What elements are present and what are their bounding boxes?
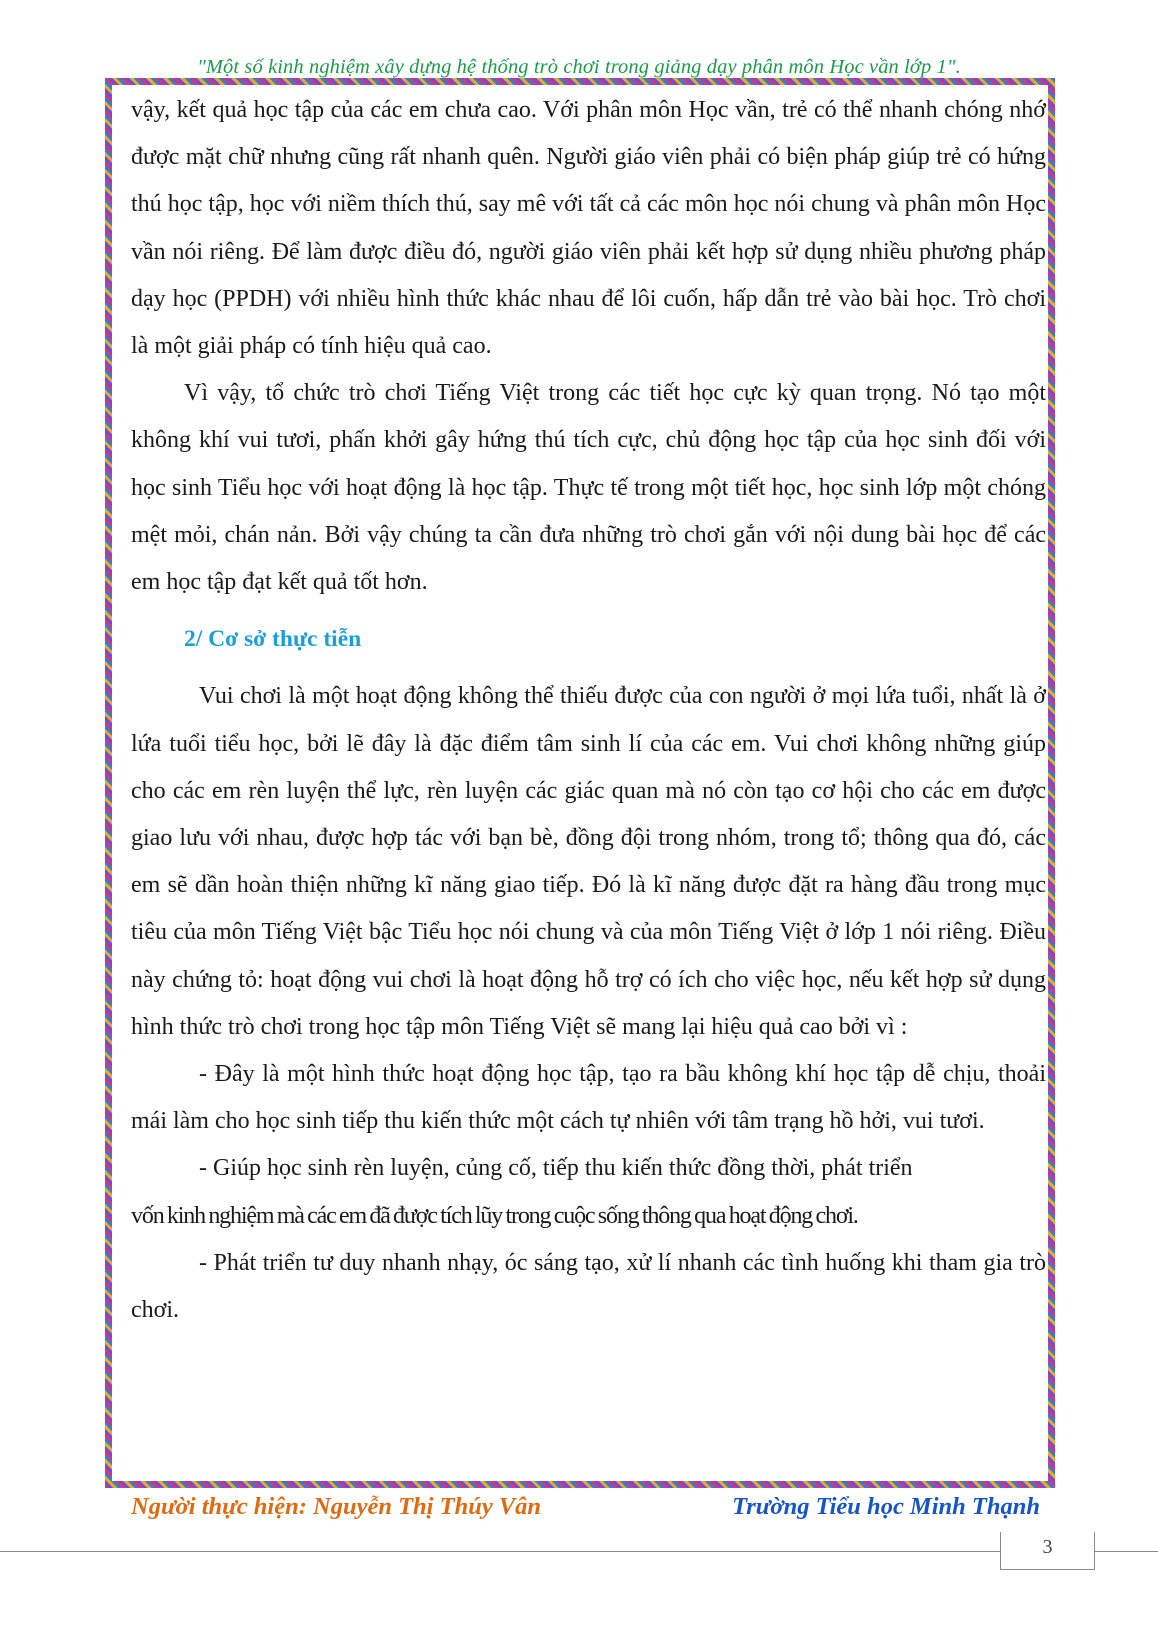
footer-school: Trường Tiểu học Minh Thạnh: [732, 1493, 1040, 1520]
document-body: [131, 87, 1046, 1334]
bullet-quick-thinking: - Phát triển tư duy nhanh nhạy, óc sáng tạo, xử lí nhanh các tình huống khi tham gia trò chơi.: [131, 1249, 1046, 1324]
bullet-skill-practice-continuation: vốn kinh nghiệm mà các em đã được tích lũy trong cuộc sống thông qua hoạt động chơi.: [131, 1202, 858, 1229]
bullet-learning-atmosphere: - Đây là một hình thức hoạt động học tập, tạo ra bầu không khí học tập dễ chịu, thoải mái làm cho học sinh tiếp thu kiến thức một cách tự nhiên với tâm trạng hồ hởi, vui tươi.: [131, 1061, 1046, 1135]
document-header-title: "Một số kinh nghiệm xây dựng hệ thống trò chơi trong giảng dạy phân môn Học vần lớp 1".: [197, 56, 961, 78]
footer-divider: [0, 1551, 1158, 1552]
page-number: 3: [1042, 1536, 1053, 1558]
section-heading-practical-basis: 2/ Cơ sở thực tiễn: [184, 626, 362, 653]
paragraph-importance-of-games: Vì vậy, tổ chức trò chơi Tiếng Việt trong các tiết học cực kỳ quan trọng. Nó tạo một không khí vui tươi, phấn khởi gây hứng thú tích cực, chủ động học tập của học sinh đối với học sinh Tiểu học với hoạt động là học tập. Thực tế trong một tiết học, học sinh lớp một chóng mệt mỏi, chán nản. Bởi vậy chúng ta cần đưa những trò chơi gắn với nội dung bài học để các em học tập đạt kết quả tốt hơn.: [131, 380, 1046, 596]
paragraph-play-activity: Vui chơi là một hoạt động không thể thiếu được của con người ở mọi lứa tuổi, nhất là ở lứa tuổi tiểu học, bởi lẽ đây là đặc điểm tâm sinh lí của các em. Vui chơi không những giúp cho các em rèn luyện thể lực, rèn luyện các giác quan mà nó còn tạo cơ hội cho các em được giao lưu với nhau, được hợp tác với bạn bè, đồng đội trong nhóm, trong tổ; thông qua đó, các em sẽ dần hoàn thiện những kĩ năng giao tiếp. Đó là kĩ năng được đặt ra hàng đầu trong mục tiêu của môn Tiếng Việt bậc Tiểu học nói chung và của môn Tiếng Việt ở lớp 1 nói riêng. Điều này chứng tỏ: hoạt động vui chơi là hoạt động hỗ trợ có ích cho việc học, nếu kết hợp sử dụng hình thức trò chơi trong học tập môn Tiếng Việt sẽ mang lại hiệu quả cao bởi vì :: [131, 683, 1046, 1040]
paragraph-continuation: vậy, kết quả học tập của các em chưa cao. Với phân môn Học vần, trẻ có thể nhanh chóng nhớ được mặt chữ nhưng cũng rất nhanh quên. Người giáo viên phải có biện pháp giúp trẻ có hứng thú học tập, học với niềm thích thú, say mê với tất cả các môn học nói chung và phân môn Học vần nói riêng. Để làm được điều đó, người giáo viên phải kết hợp sử dụng nhiều phương pháp dạy học (PPDH) với nhiều hình thức khác nhau để lôi cuốn, hấp dẫn trẻ vào bài học. Trò chơi là một giải pháp có tính hiệu quả cao.: [131, 97, 1046, 360]
bullet-skill-practice: - Giúp học sinh rèn luyện, củng cố, tiếp thu kiến thức đồng thời, phát triển: [199, 1155, 913, 1182]
footer-author: Người thực hiện: Nguyễn Thị Thúy Vân: [131, 1493, 542, 1520]
